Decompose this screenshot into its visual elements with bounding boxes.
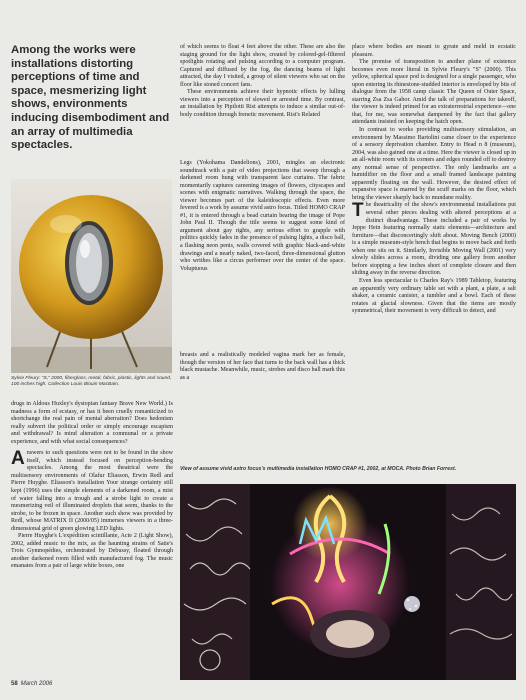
article-column-2-middle	[180, 160, 345, 273]
issue-date: March 2006	[20, 681, 53, 687]
photo-sylvie-fleury-s	[11, 179, 172, 373]
paragraph: of which seems to float 4 feet above the other. These are also the staging ground for the light show, created by colored-gel-filtered spotlights rotating and pulsing according to a computer program. Captured and diffused by the fog, the dancing beams of light attracted, the day I visited, a group of silent viewers who sat on the floor like stoned concert fans.	[180, 44, 345, 88]
page-number: 58	[11, 681, 18, 687]
paragraph: drugs in Aldous Huxley's dystopian fantasy Brave New World.) Is madness a form of ecstasy, or has it been cruelly romanticized to shortchange the real pain of mental aberration? Does hedonism really subvert the political order or simply encourage escapism and withdrawal? Is mind alteration a communal or a private experience, and with what social consequences?	[11, 401, 173, 445]
paragraph: In contrast to works providing multisensory stimulation, an environment by Massimo Bartolini came closer to the experience of a sensory deprivation chamber. Entry to Head n 8 (museum), 2004, was also gained one at a time. Here the viewer is closed up in an all-white room with its corners and edges rounded off to destroy any normal sense of perspective. The only landmarks are a humidifier on the floor and a small framed landscape painting apparently floating on the wall. However, the desired effect of expansive space is marred by the scuff marks on the floor, which bring the viewer sharply back to mundane reality.	[352, 127, 516, 201]
paragraph: Even less spectacular is Charles Ray's 1989 Tabletop, featuring an apparently very ordinary table set with a plant, a plate, a salt shaker, a ceramic canister, a tumbler and a bowl. Each of these rotates at glacial slowness. Given that the items are mostly symmetrical, their movement is very difficult to detect, and	[352, 277, 516, 315]
paragraph-dropcap: The theatricality of the show's environmental installations put several other pieces dealing with altered perceptions at a distinct disadvantage. These included a pair of works by Jeppe Hein featuring normally static elements—architecture and furniture—that disconcertingly shift about. Moving Bench (2000) is a simple museum-style bench that begins to move back and forth when one sits on it. Similarly, Invisible Moving Wall (2001) very slowly slides across a room, dividing one gallery from another before stopping a few inches short of complete closure and then sliding away in the reverse direction.	[352, 200, 516, 277]
drop-cap: A	[11, 448, 25, 470]
photo-caption-fleury: Sylvie Fleury: "S," 2000, fiberglass, metal, fabric, plastic, lights and sound, 100 inches high. Collection Louis Blouin MacBain.	[11, 376, 172, 388]
article-column-1-bottom	[11, 401, 173, 571]
paragraph: breasts and a realistically modeled vagina mark her as female, though the version of her face that turns to the back wall has a thick black mustache. Meanwhile, music, strobes and disco ball mark this as a	[180, 352, 345, 381]
page-folio	[11, 681, 52, 687]
paragraph: place where bodies are meant to gyrate and meld in ecstatic pleasure.	[352, 44, 516, 58]
article-column-2-top	[180, 44, 345, 119]
neon-installation-illustration	[180, 484, 516, 680]
photo-caption-homo-crap: View of assume vivid astro focus's multimedia installation HOMO CRAP #1, 2002, at MOCA. Photo Brian Forrest.	[180, 466, 457, 472]
article-column-3	[352, 44, 516, 316]
photo-homo-crap-installation	[180, 484, 516, 680]
pull-quote: Among the works were installations distorting perceptions of time and space, mesmerizing light shows, environments inducing disembodiment and an array of multimedia spectacles.	[11, 44, 170, 152]
paragraph: These environments achieve their hypnotic effects by lulling viewers into a perception of slowed or arrested time. By contrast, an installation by Pipilotti Rist attempts to induce a similar out-of-body condition through frenetic movement. Rist's Related	[180, 89, 345, 118]
paragraph-dropcap: Answers to such questions were not to be found in the show itself, which instead focused on perception-bending spectacles. Among the most theatrical were the multisensory environments of Olafur Eliasson, Erwin Redl and Pierre Huyghe. Eliasson's installation Your strange certainty still kept (1996) uses the simple elements of a darkened room, a mist of water falling into a trough and a strobe light to create a mesmerizing veil of illuminated droplets that seem, thanks to the strobe, to be frozen in space. Another such show was provided by Redl, whose MATRIX II (2000/05) immerses viewers in a three-dimensional grid of green glowing LED lights.	[11, 448, 173, 532]
paragraph: Pierre Huyghe's L'expédition scintillante, Acte 2 (Light Show), 2002, added music to the mix, as the haunting strains of Satie's Trois Gymnopédies, orchestrated by Debussy, floated through another darkened room filled with manufactured fog. The music emanates from a pair of large white boxes, one	[11, 533, 173, 570]
article-column-2-bottom	[180, 352, 345, 382]
paragraph: Legs (Yokohama Dandelions), 2001, mingles an electronic soundtrack with a pair of video projections that sweep through a darkened room hung with transparent lace curtains. The fabric momentarily captures careening images of flowers, cityscapes and scenes with enigmatic narratives. Walking through the space, the viewer becomes part of the kaleidoscopic effects. Even more fevered is a work by assume vivid astro focus. Titled HOMO CRAP #1, it is entered through a bead curtain bearing the image of Pope John Paul II. Though the title seems to suggest some kind of argument about gay rights, any serious effort to grapple with politics quickly fades in the presence of pulsing lights, a disco ball, a flashing neon penis, walls covered with graphic black-and-white drawings and a nearly naked, two-faced, three-dimensional glutton who writhes like a circus performer over the center of the space. Voluptuous	[180, 160, 345, 272]
drop-cap: T	[352, 200, 364, 222]
paragraph: The promise of transposition to another plane of existence becomes even more literal in Sylvie Fleury's "S" (2000). This yellow, spherical space pod is designed for a single passenger, who upon entering its rhinestone-studded interior is enveloped by bits of dialogue from the 1958 camp classic The Queen of Outer Space, starring Zsa Zsa Gabor. Amid the talk of preparations for takeoff, the viewer is indeed primed for an extraterrestrial experience—one that, for me, was somewhat dampened by the fact that gallery attendants insisted on keeping the hatch open.	[352, 59, 516, 126]
space-pod-illustration	[11, 179, 172, 373]
